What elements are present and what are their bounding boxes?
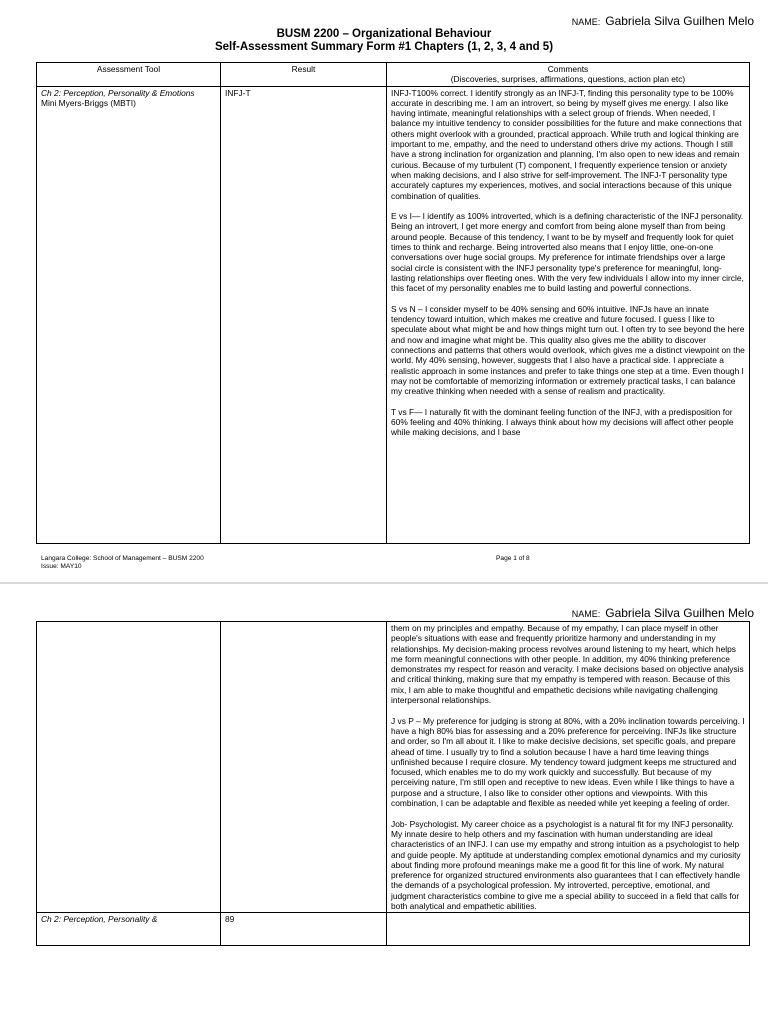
comment-paragraph: T vs F— I naturally fit with the dominant feeling function of the INFJ, with a predisposition for 60% feeling and 40% thinking. I always think about how my decisions will affect other people while making decisions, and I base (391, 406, 734, 438)
header-assessment-tool: Assessment Tool (37, 63, 221, 87)
name-label: NAME: (571, 609, 601, 619)
assessment-table-continued (36, 621, 750, 946)
table-row (37, 86, 750, 543)
comment-paragraph: them on my principles and empathy. Because of my empathy, I can place myself in other people's situations with ease and frequently prioritize harmony and understanding in my relationships. My decision-making process revolves around listening to my heart, which helps me form meaningful connections with other people. In addition, my 40% thinking preference demonstrates my respect for reason and veracity. I make decisions based on objective analysis and critical thinking, making sure that my empathy is tempered with reason. Because of this mix, I am able to make thoughtful and empathetic decisions while navigating challenging interpersonal relationships. (391, 623, 744, 706)
chapter-label: Ch 2: Perception, Personality & (41, 914, 158, 925)
table-header-row (37, 63, 750, 87)
comments-cell (387, 622, 750, 913)
footer-college: Langara College: School of Management – BUSM 2200 (41, 555, 204, 562)
name-value: Gabriela Silva Guilhen Melo (605, 606, 754, 620)
assessment-tool-cell (37, 622, 221, 913)
page-number: Page 1 of 8 (496, 555, 530, 562)
table-row (37, 622, 750, 913)
chapter-label: Ch 2: Perception, Personality & Emotions (41, 87, 195, 98)
header-comments-label: Comments (547, 64, 589, 74)
result-cell (221, 622, 387, 913)
course-title: BUSM 2200 – Organizational Behaviour (276, 28, 492, 40)
page-footer (41, 555, 204, 571)
result-cell: INFJ-T (221, 86, 387, 543)
comment-paragraph: S vs N – I consider myself to be 40% sensing and 60% intuitive. INFJs have an innate tendency toward intuition, which makes me creative and future focused. I guess I like to speculate about what might be and how things might turn out. I often try to see beyond the here and now and imagine what might be. This quality also gives me the ability to discover connections and patterns that others would overlook, which gives me a distinct viewpoint on the world. My 40% sensing, however, suggests that I also have a practical side. I appreciate a realistic approach in some instances and prefer to take things one step at a time. Even though I may not be comfortable of memorizing information or extremely practical tasks, I can balance my creative thinking when needed with a sense of realism and practicality. (391, 303, 745, 397)
tool-name: Mini Myers-Briggs (MBTI) (41, 97, 136, 108)
comments-cell (387, 86, 750, 543)
document-page-2 (0, 584, 768, 1024)
comments-cell (387, 913, 750, 946)
table-row (37, 913, 750, 946)
header-comments (387, 63, 750, 87)
assessment-tool-cell (37, 86, 221, 543)
comment-paragraph: E vs I— I identify as 100% introverted, which is a defining characteristic of the INFJ personality. Being an introvert, I get more energy and comfort from being alone myself than from being around people. Because of this tendency, I want to be by myself and frequently look for quiet times to think and recharge. Being introverted also means that I enjoy little, one-on-one conversations over huge social groups. My preference for intimate friendships over a large social circle is consistent with the INFJ personality type's preference for meaningful, long-lasting relationships over fleeting ones. With the very few individuals I allow into my inner circle, this facet of my personality enables me to build lasting and powerful connections. (391, 211, 744, 294)
student-name-line (572, 14, 754, 28)
name-value: Gabriela Silva Guilhen Melo (605, 14, 754, 28)
comment-paragraph: J vs P – My preference for judging is strong at 80%, with a 20% inclination towards perceiving. I have a high 80% bias for assessing and a 20% preference for perceiving. INFJs like structure and order, so I'm all about it. I like to make decisive decisions, set specific goals, and prepare ahead of time. I usually try to find a solution because I have a hard time leaving things unfinished because I require closure. My tendency toward judgment keeps me structured and focused, which enables me to do my work quickly and successfully. But because of my perceiving nature, I'm still open and receptive to new ideas. Even while I like things to have a purpose and a structure, I also like to consider other options and viewpoints. With this combination, I can be adaptable and flexible as needed while yet keeping a feeling of order. (391, 715, 745, 809)
name-label: NAME: (571, 17, 601, 27)
form-title: Self-Assessment Summary Form #1 Chapters (1, 2, 3, 4 and 5) (214, 41, 554, 53)
result-cell: 89 (221, 913, 387, 946)
assessment-tool-cell (37, 913, 221, 946)
comment-paragraph: INFJ-T100% correct. I identify strongly as an INFJ-T, finding this personality type to be 100% accurate in describing me. I am an introvert, so being by myself gives me energy. I also like having intimate, meaningful relationships with a select group of friends. When needed, I balance my intuitive tendency to consider possibilities for the future and make connections that others might overlook with a grounded, practical approach. While truth and logical thinking are important to me, empathy, and the need to understand others drive my actions. Though I still have a strong inclination for organization and planning, I'm also open to new ideas and remain curious. Because of my turbulent (T) component, I frequently experience tension or anxiety when making decisions, and I also strive for self-improvement. The INFJ-T personality type accurately captures my experiences, motives, and social interactions because of this unique combination of qualities. (391, 87, 742, 201)
assessment-table (36, 62, 750, 544)
student-name-line (572, 606, 754, 620)
comment-paragraph: Job- Psychologist. My career choice as a psychologist is a natural fit for my INFJ personality. My innate desire to help others and my fascination with human understanding are ideal characteristics of an INFJ. I can use my empathy and strong intuition as a psychologist to help and guide people. My aptitude at understanding complex emotional dynamics and my curiosity about finding more profound meanings make me a good fit for this line of work. My natural preference for organized structured environments also guarantees that I can effectively handle the demands of a psychological profession. My introverted, perceptive, emotional, and judgment characteristics combine to give me a special ability to succeed in a field that calls for both analytical and empathetic abilities. (391, 818, 741, 912)
header-result: Result (221, 63, 387, 87)
footer-issue: Issue: MAY10 (41, 563, 82, 570)
header-comments-sub: (Discoveries, surprises, affirmations, questions, action plan etc) (450, 74, 686, 85)
